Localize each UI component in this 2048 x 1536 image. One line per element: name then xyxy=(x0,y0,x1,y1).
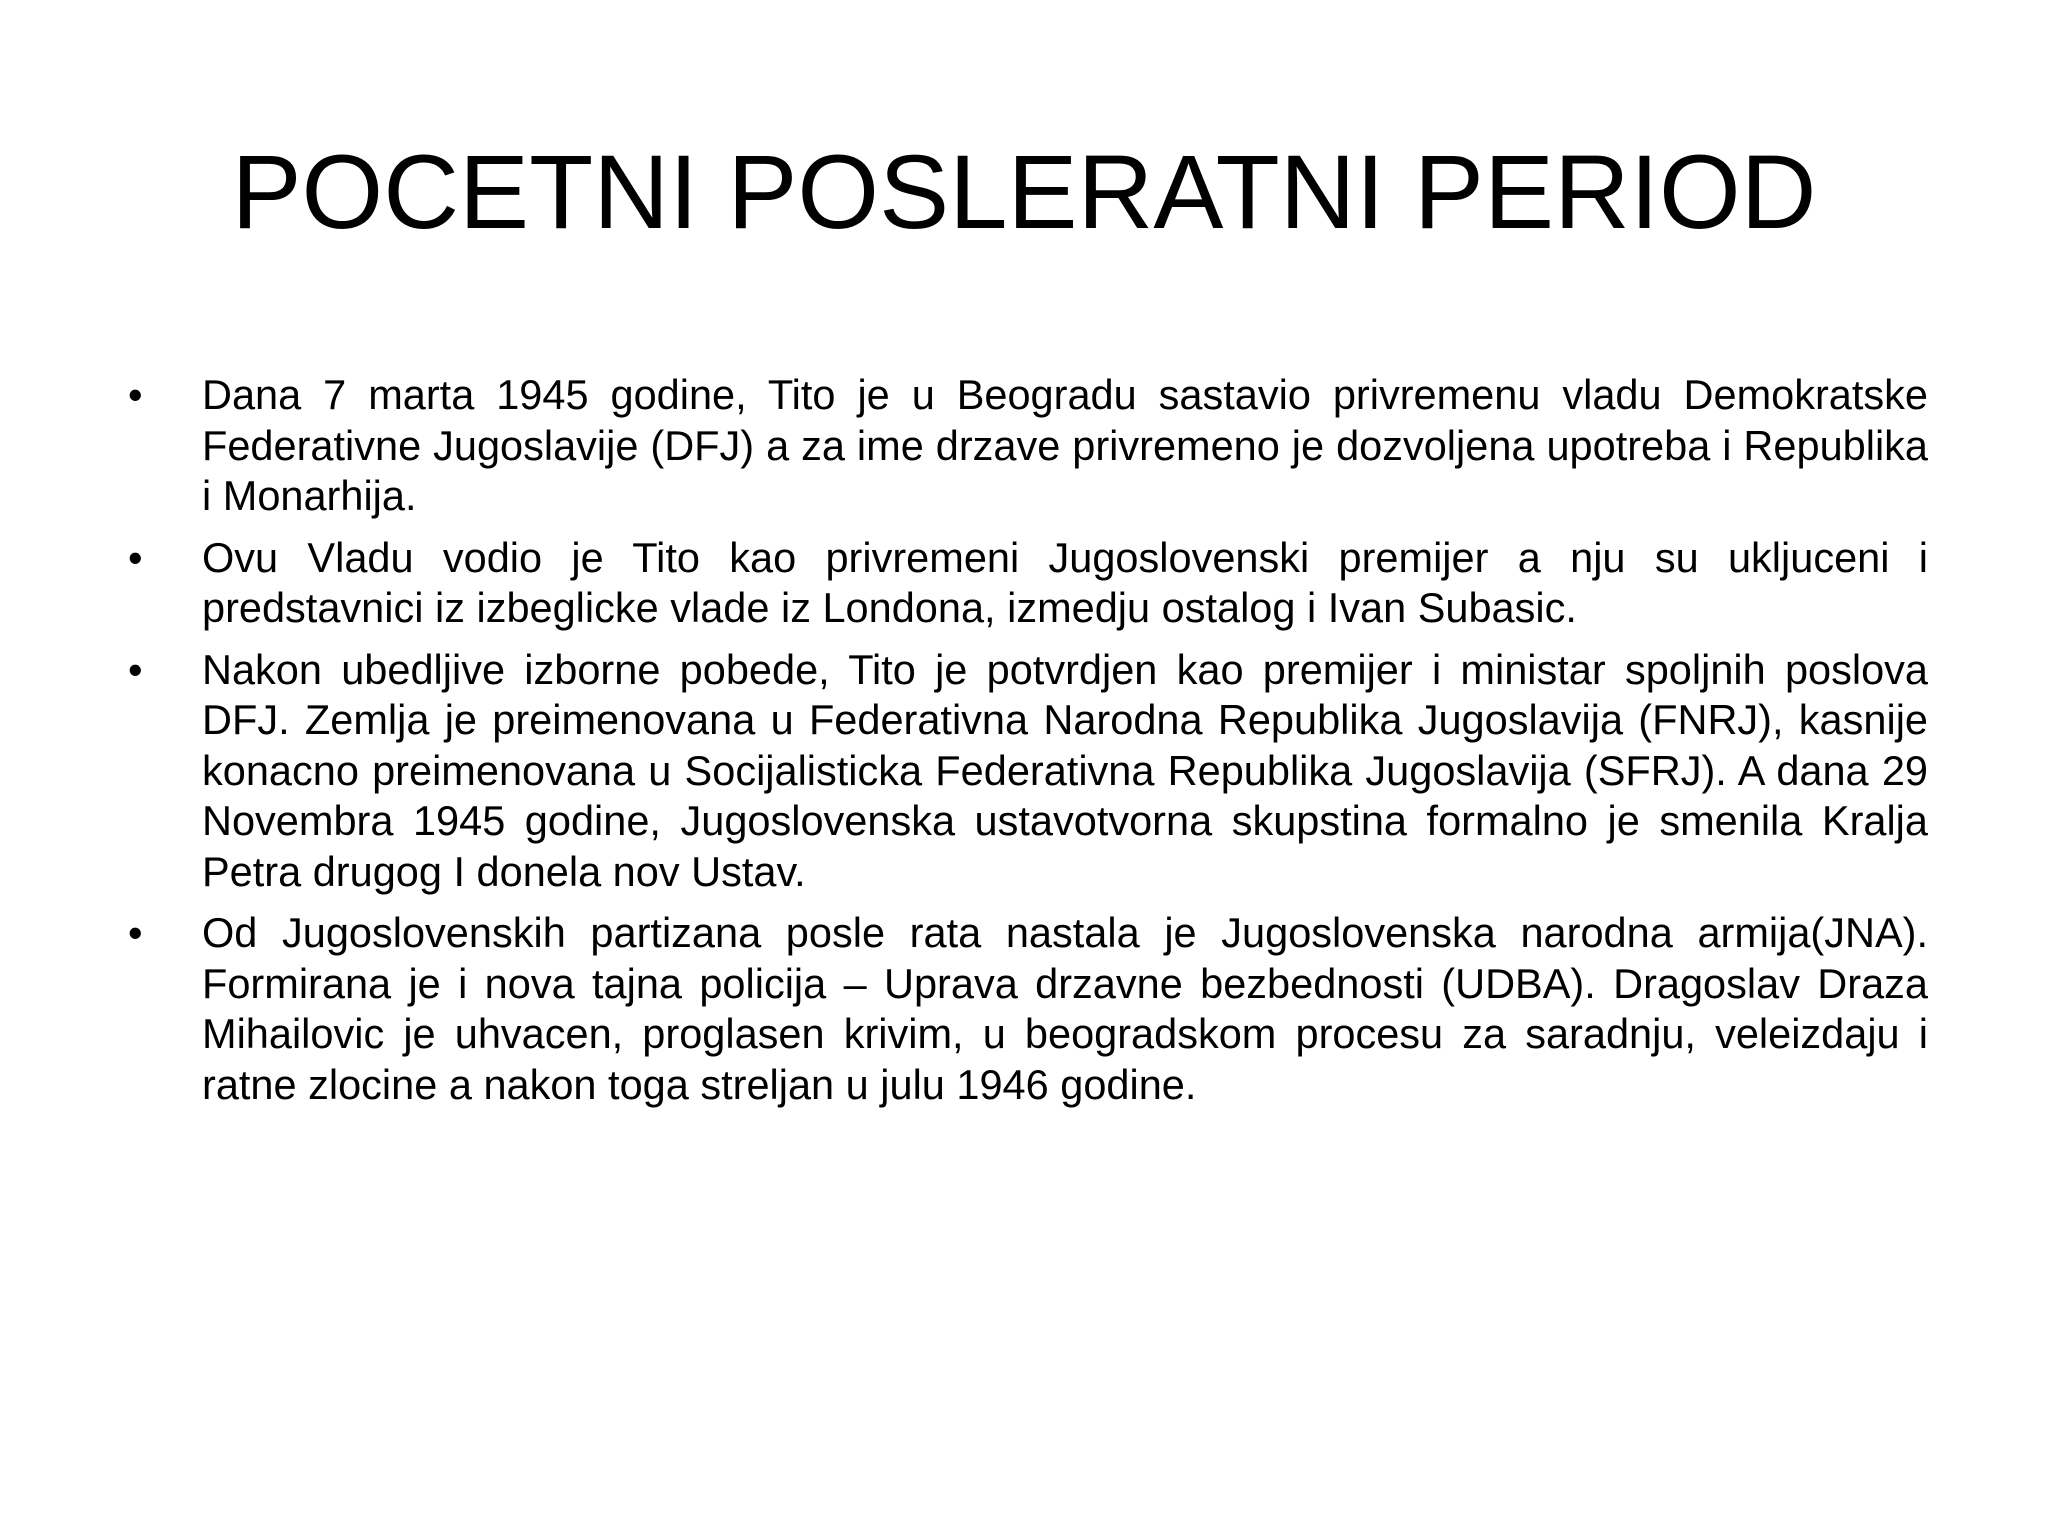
bullet-list xyxy=(128,370,1928,1121)
bullet-item xyxy=(128,645,1928,898)
bullet-text: Nakon ubedljive izborne pobede, Tito je potvrdjen kao premijer i ministar spoljnih poslova DFJ. Zemlja je preimenovana u Federativna Narodna Republika Jugoslavija (FNRJ), kasnije konacno preimenovana u Socijalisticka Federativna Republika Jugoslavija (SFRJ). A dana 29 Novembra 1945 godine, Jugoslovenska ustavotvorna skupstina formalno je smenila Kralja Petra drugog I donela nov Ustav. xyxy=(202,645,1928,895)
bullet-text: Dana 7 marta 1945 godine, Tito je u Beogradu sastavio privremenu vladu Demokratske Federativne Jugoslavije (DFJ) a za ime drzave privremeno je dozvoljena upotreba i Republika i Monarhija. xyxy=(202,371,1928,519)
bullet-item xyxy=(128,908,1928,1110)
bullet-icon: • xyxy=(128,533,143,581)
bullet-icon: • xyxy=(128,909,143,956)
bullet-text: Od Jugoslovenskih partizana posle rata nastala je Jugoslovenska narodna armija(JNA). Formirana je i nova tajna policija – Uprava drzavne bezbednosti (UDBA). Dragoslav Draza Mihailovic je uhvacen, proglasen krivim, u beogradskom procesu za saradnju, veleizdaju i ratne zlocine a nakon toga streljan u julu 1946 godine. xyxy=(202,909,1928,1108)
slide-title: POCETNI POSLERATNI PERIOD xyxy=(231,134,1817,251)
bullet-item xyxy=(128,370,1928,522)
bullet-text: Ovu Vladu vodio je Tito kao privremeni Jugoslovenski premijer a nju su ukljuceni i predstavnici iz izbeglicke vlade iz Londona, izmedju ostalog i Ivan Subasic. xyxy=(202,533,1928,631)
bullet-item xyxy=(128,533,1928,634)
bullet-icon: • xyxy=(128,371,143,418)
bullet-icon: • xyxy=(128,645,143,693)
